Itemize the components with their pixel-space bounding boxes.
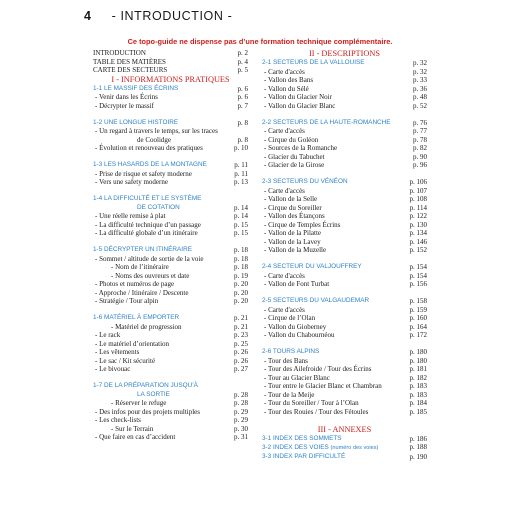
toc-entry[interactable]: - Sur le Terrain p. 30 [111,424,248,433]
toc-entry[interactable]: - Vallon de Font Turbat p. 156 [264,280,427,288]
section-heading[interactable]: 2-2 SECTEURS DE LA HAUTE-ROMANCHE p. 76 [262,118,427,127]
section-heading[interactable]: 2-5 SECTEURS DU VALGAUDEMAR p. 158 [262,297,427,305]
toc-entry[interactable]: - Carte d'accès p. 154 [264,271,427,280]
toc-entry[interactable]: - Tour de la Meije p. 183 [264,390,427,399]
toc-entry[interactable]: - Glacier du Tabuchet p. 90 [264,152,427,161]
toc-entry[interactable]: - Sommet / altitude de sortie de la voie p. 18 [95,254,248,263]
page-header [84,9,232,23]
annex-title: III - ANNEXES [317,424,372,434]
toc-entry[interactable]: - Carte d'accès p. 159 [264,305,427,314]
toc-entry[interactable]: - Approche / Itinéraire / Descente p. 20 [95,288,248,297]
toc-entry[interactable]: - Les check-lists p. 29 [95,416,248,424]
toc-entry[interactable]: - Cirque de l’Olan p. 160 [264,314,427,322]
part-title: II - DESCRIPTIONS [309,49,380,58]
toc-entry[interactable]: - Vallon de la Lavey p. 146 [264,237,427,246]
toc-entry[interactable]: - Cirque du Soreiller p. 114 [264,203,427,212]
toc-entry[interactable]: - Vallon de la Pilatte p. 134 [264,229,427,237]
toc-left-column [93,49,248,442]
toc-entry[interactable]: TABLE DES MATIÈRES p. 4 [93,57,248,66]
section-heading[interactable]: 2-3 SECTEURS DU VÉNÉON p. 106 [262,178,427,186]
toc-entry[interactable]: - Noms des ouvreurs et date p. 19 [111,271,248,280]
toc-entry[interactable]: - Un regard à travers le temps, sur les traces [95,127,218,135]
annex-entry[interactable]: 3-2 INDEX DES VOIES (numéro des voies) p. 188 [262,443,427,451]
toc-right-column [262,49,427,461]
section-heading[interactable]: 1-5 DÉCRYPTER UN ITINÉRAIRE p. 18 [93,246,248,254]
toc-entry[interactable]: - Vallon du Glacier Blanc p. 52 [264,101,427,110]
toc-entry[interactable]: - Tour du Soreiller / Tour à l’Olan p. 184 [264,399,427,407]
toc-entry[interactable]: - Évolution et renouveau des pratiques p. 10 [95,144,248,152]
annex-entry[interactable]: 3-3 INDEX PAR DIFFICULTÉ p. 190 [262,452,427,461]
section-heading[interactable]: 2-4 SECTEUR DU VALJOUFFREY p. 154 [262,263,427,271]
toc-entry[interactable]: - Vallon de la Muzelle p. 152 [264,246,427,254]
toc-entry[interactable]: - Le bivouac p. 27 [95,365,248,373]
toc-entry[interactable]: - Vers une safety moderne p. 13 [95,178,248,186]
toc-entry[interactable]: - Vallon des Bans p. 33 [264,76,427,84]
section-heading[interactable]: 1-7 DE LA PRÉPARATION JUSQU’À [93,382,198,389]
toc-entry[interactable]: INTRODUCTION p. 2 [93,49,248,57]
toc-entry[interactable]: - Cirque du Goléon p. 78 [264,135,427,144]
section-heading-cont[interactable]: LA SORTIE p. 28 [137,390,248,399]
toc-entry[interactable]: - Décrypter le massif p. 7 [95,101,248,110]
toc-entry[interactable]: - Sources de la Romanche p. 82 [264,144,427,152]
toc-entry[interactable]: - Prise de risque et safety moderne p. 11 [95,169,248,178]
toc-entry[interactable]: - Carte d'accès p. 77 [264,127,427,135]
section-heading[interactable]: 2-1 SECTEURS DE LA VALLOUISE p. 32 [262,59,427,67]
toc-entry[interactable]: - Vallon de la Selle p. 108 [264,195,427,203]
toc-entry[interactable]: - Carte d'accès p. 107 [264,186,427,195]
section-heading[interactable]: 1-2 UNE LONGUE HISTOIRE p. 8 [93,118,248,127]
part-title: I - INFORMATIONS PRATIQUES [111,74,230,84]
toc-entry[interactable]: de Coolidge p. 8 [137,135,248,144]
toc-entry[interactable]: - La difficulté technique d’un passage p. 15 [95,220,248,229]
section-heading[interactable]: 2-6 TOURS ALPINS p. 180 [262,348,427,356]
toc-entry[interactable]: - Le matériel d’orientation p. 25 [95,339,248,348]
toc-entry[interactable]: - Tour entre le Glacier Blanc et Chambran p. 183 [264,382,427,390]
toc-entry[interactable]: - Le sac / Kit sécurité p. 26 [95,356,248,365]
toc-entry[interactable]: - Stratégie / Tour alpin p. 20 [95,297,248,305]
section-heading[interactable]: 1-3 LES HASARDS DE LA MONTAGNE p. 11 [93,161,248,169]
toc-entry[interactable]: - Tour des Ailefroide / Tour des Écrins p. 181 [264,365,427,373]
toc-entry[interactable]: - Vallon du Chabournéou p. 172 [264,331,427,339]
toc-entry[interactable]: - Une réelle remise à plat p. 14 [95,212,248,220]
toc-front-matter [93,49,248,75]
page-title: - INTRODUCTION - [111,9,233,23]
annex-entry[interactable]: 3-1 INDEX DES SOMMETS p. 186 [262,434,427,443]
toc-entry[interactable]: - Tour des Bans p. 180 [264,356,427,365]
toc-entry[interactable]: - Cirque de Temples Écrins p. 130 [264,220,427,229]
toc-entry[interactable]: - Glacier de la Girose p. 96 [264,161,427,169]
toc-entry[interactable]: - Venir dans les Écrins p. 6 [95,93,248,101]
toc-entry[interactable]: - Le rack p. 23 [95,331,248,339]
section-heading[interactable]: 1-1 LE MASSIF DES ÉCRINS p. 6 [93,84,248,93]
toc-entry[interactable]: - Photos et numéros de page p. 20 [95,280,248,288]
toc-entry[interactable]: - Les vêtements p. 26 [95,348,248,356]
toc-entry[interactable]: - Réserver le refuge p. 28 [111,399,248,407]
disclaimer: Ce topo-guide ne dispense pas d’une formation technique complémentaire. [127,37,393,46]
toc-entry[interactable]: - Tour au Glacier Blanc p. 182 [264,373,427,382]
toc-entry[interactable]: - Vallon du Gioberney p. 164 [264,322,427,331]
toc-entry[interactable]: - Vallon des Étançons p. 122 [264,212,427,220]
toc-entry[interactable]: CARTE DES SECTEURS p. 5 [93,66,248,74]
toc-entry[interactable]: - Que faire en cas d’accident p. 31 [95,433,248,441]
section-heading[interactable]: 1-6 MATÉRIEL À EMPORTER p. 21 [93,314,248,322]
toc-entry[interactable]: - Matériel de progression p. 21 [111,322,248,331]
toc-entry[interactable]: - Carte d'accès p. 32 [264,67,427,76]
section-heading-cont[interactable]: DE COTATION p. 14 [137,203,248,212]
toc-entry[interactable]: - Nom de l’itinéraire p. 18 [111,263,248,271]
toc-entry[interactable]: - Des infos pour des projets multiples p. 29 [95,407,248,416]
toc-entry[interactable]: - Tour des Rouies / Tour des Fétoules p. 185 [264,407,427,416]
page-number: 4 [84,9,92,23]
section-heading[interactable]: 1-4 LA DIFFICULTÉ ET LE SYSTÈME [93,195,202,202]
toc-entry[interactable]: - Vallon du Sélé p. 36 [264,84,427,93]
toc-entry[interactable]: - La difficulté globale d’un itinéraire p. 15 [95,229,248,237]
toc-entry[interactable]: - Vallon du Glacier Noir p. 48 [264,93,427,101]
